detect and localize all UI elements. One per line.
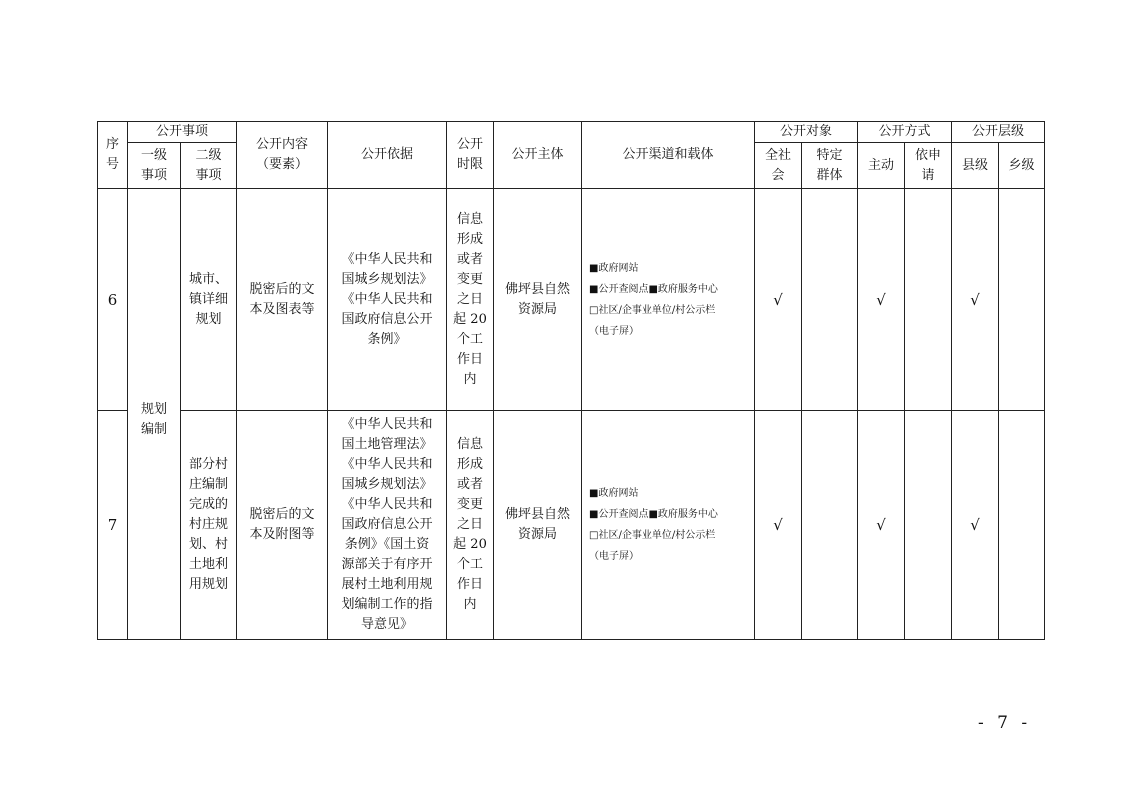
row-level-county: √ [952, 411, 999, 640]
header-channel: 公开渠道和载体 [582, 122, 755, 189]
disclosure-table [97, 121, 1045, 640]
row-time-limit: 信息 形成 或者 变更 之日 起 20 个工 作日 内 [447, 411, 494, 640]
header-level1: 一级 事项 [128, 143, 181, 189]
row-level-township [999, 189, 1045, 411]
header-audience-group: 公开对象 [755, 122, 858, 143]
channel-item: ■政府网站 [589, 488, 639, 499]
row-method-active: √ [858, 189, 905, 411]
row-level2: 部分村 庄编制 完成的 村庄规 划、村 土地利 用规划 [181, 411, 237, 640]
channel-item: （电子屏） [589, 325, 640, 337]
row-subject: 佛坪县自然 资源局 [494, 411, 582, 640]
header-method-apply: 依申 请 [905, 143, 952, 189]
row-audience-specific [802, 189, 858, 411]
row-seq: 6 [98, 189, 128, 411]
header-seq: 序 号 [98, 122, 128, 189]
row-level1: 规划 编制 [128, 189, 181, 640]
header-level-township: 乡级 [999, 143, 1045, 189]
header-time-limit: 公开 时限 [447, 122, 494, 189]
row-channels [582, 411, 755, 640]
row-level-county: √ [952, 189, 999, 411]
header-content: 公开内容 （要素） [237, 122, 328, 189]
row-level2: 城市、 镇详细 规划 [181, 189, 237, 411]
header-subject: 公开主体 [494, 122, 582, 189]
channel-item: （电子屏） [589, 551, 640, 562]
header-items-group: 公开事项 [128, 122, 237, 143]
row-audience-all: √ [755, 411, 802, 640]
row-seq: 7 [98, 411, 128, 640]
channel-item: ■政府网站 [589, 262, 639, 274]
row-method-apply [905, 411, 952, 640]
table-row [98, 189, 1045, 411]
header-level-group: 公开层级 [952, 122, 1045, 143]
header-audience-specific: 特定 群体 [802, 143, 858, 189]
header-level2: 二级 事项 [181, 143, 237, 189]
header-basis: 公开依据 [328, 122, 447, 189]
table-row [98, 411, 1045, 640]
row-basis: 《中华人民共和 国城乡规划法》 《中华人民共和 国政府信息公开 条例》 [328, 189, 447, 411]
channel-item: □社区/企事业单位/村公示栏 [589, 304, 716, 316]
row-audience-all: √ [755, 189, 802, 411]
row-subject: 佛坪县自然 资源局 [494, 189, 582, 411]
header-audience-all: 全社 会 [755, 143, 802, 189]
page-number: - 7 - [978, 713, 1032, 733]
row-time-limit: 信息 形成 或者 变更 之日 起 20 个工 作日 内 [447, 189, 494, 411]
row-level-township [999, 411, 1045, 640]
row-content: 脱密后的文 本及附图等 [237, 411, 328, 640]
row-channels [582, 189, 755, 411]
header-method-active: 主动 [858, 143, 905, 189]
channel-item: □社区/企事业单位/村公示栏 [589, 530, 716, 541]
channel-item: ■公开查阅点■政府服务中心 [589, 283, 718, 295]
row-audience-specific [802, 411, 858, 640]
header-level-county: 县级 [952, 143, 999, 189]
header-method-group: 公开方式 [858, 122, 952, 143]
channel-item: ■公开查阅点■政府服务中心 [589, 509, 718, 520]
row-method-apply [905, 189, 952, 411]
row-basis: 《中华人民共和 国土地管理法》 《中华人民共和 国城乡规划法》 《中华人民共和 国政府信息公开 条例》《国土资 源部关于有序开 展村土地利用规 划编制工作的指 导意见》 [328, 411, 447, 640]
header-row-1 [98, 122, 1045, 143]
row-content: 脱密后的文 本及图表等 [237, 189, 328, 411]
row-method-active: √ [858, 411, 905, 640]
